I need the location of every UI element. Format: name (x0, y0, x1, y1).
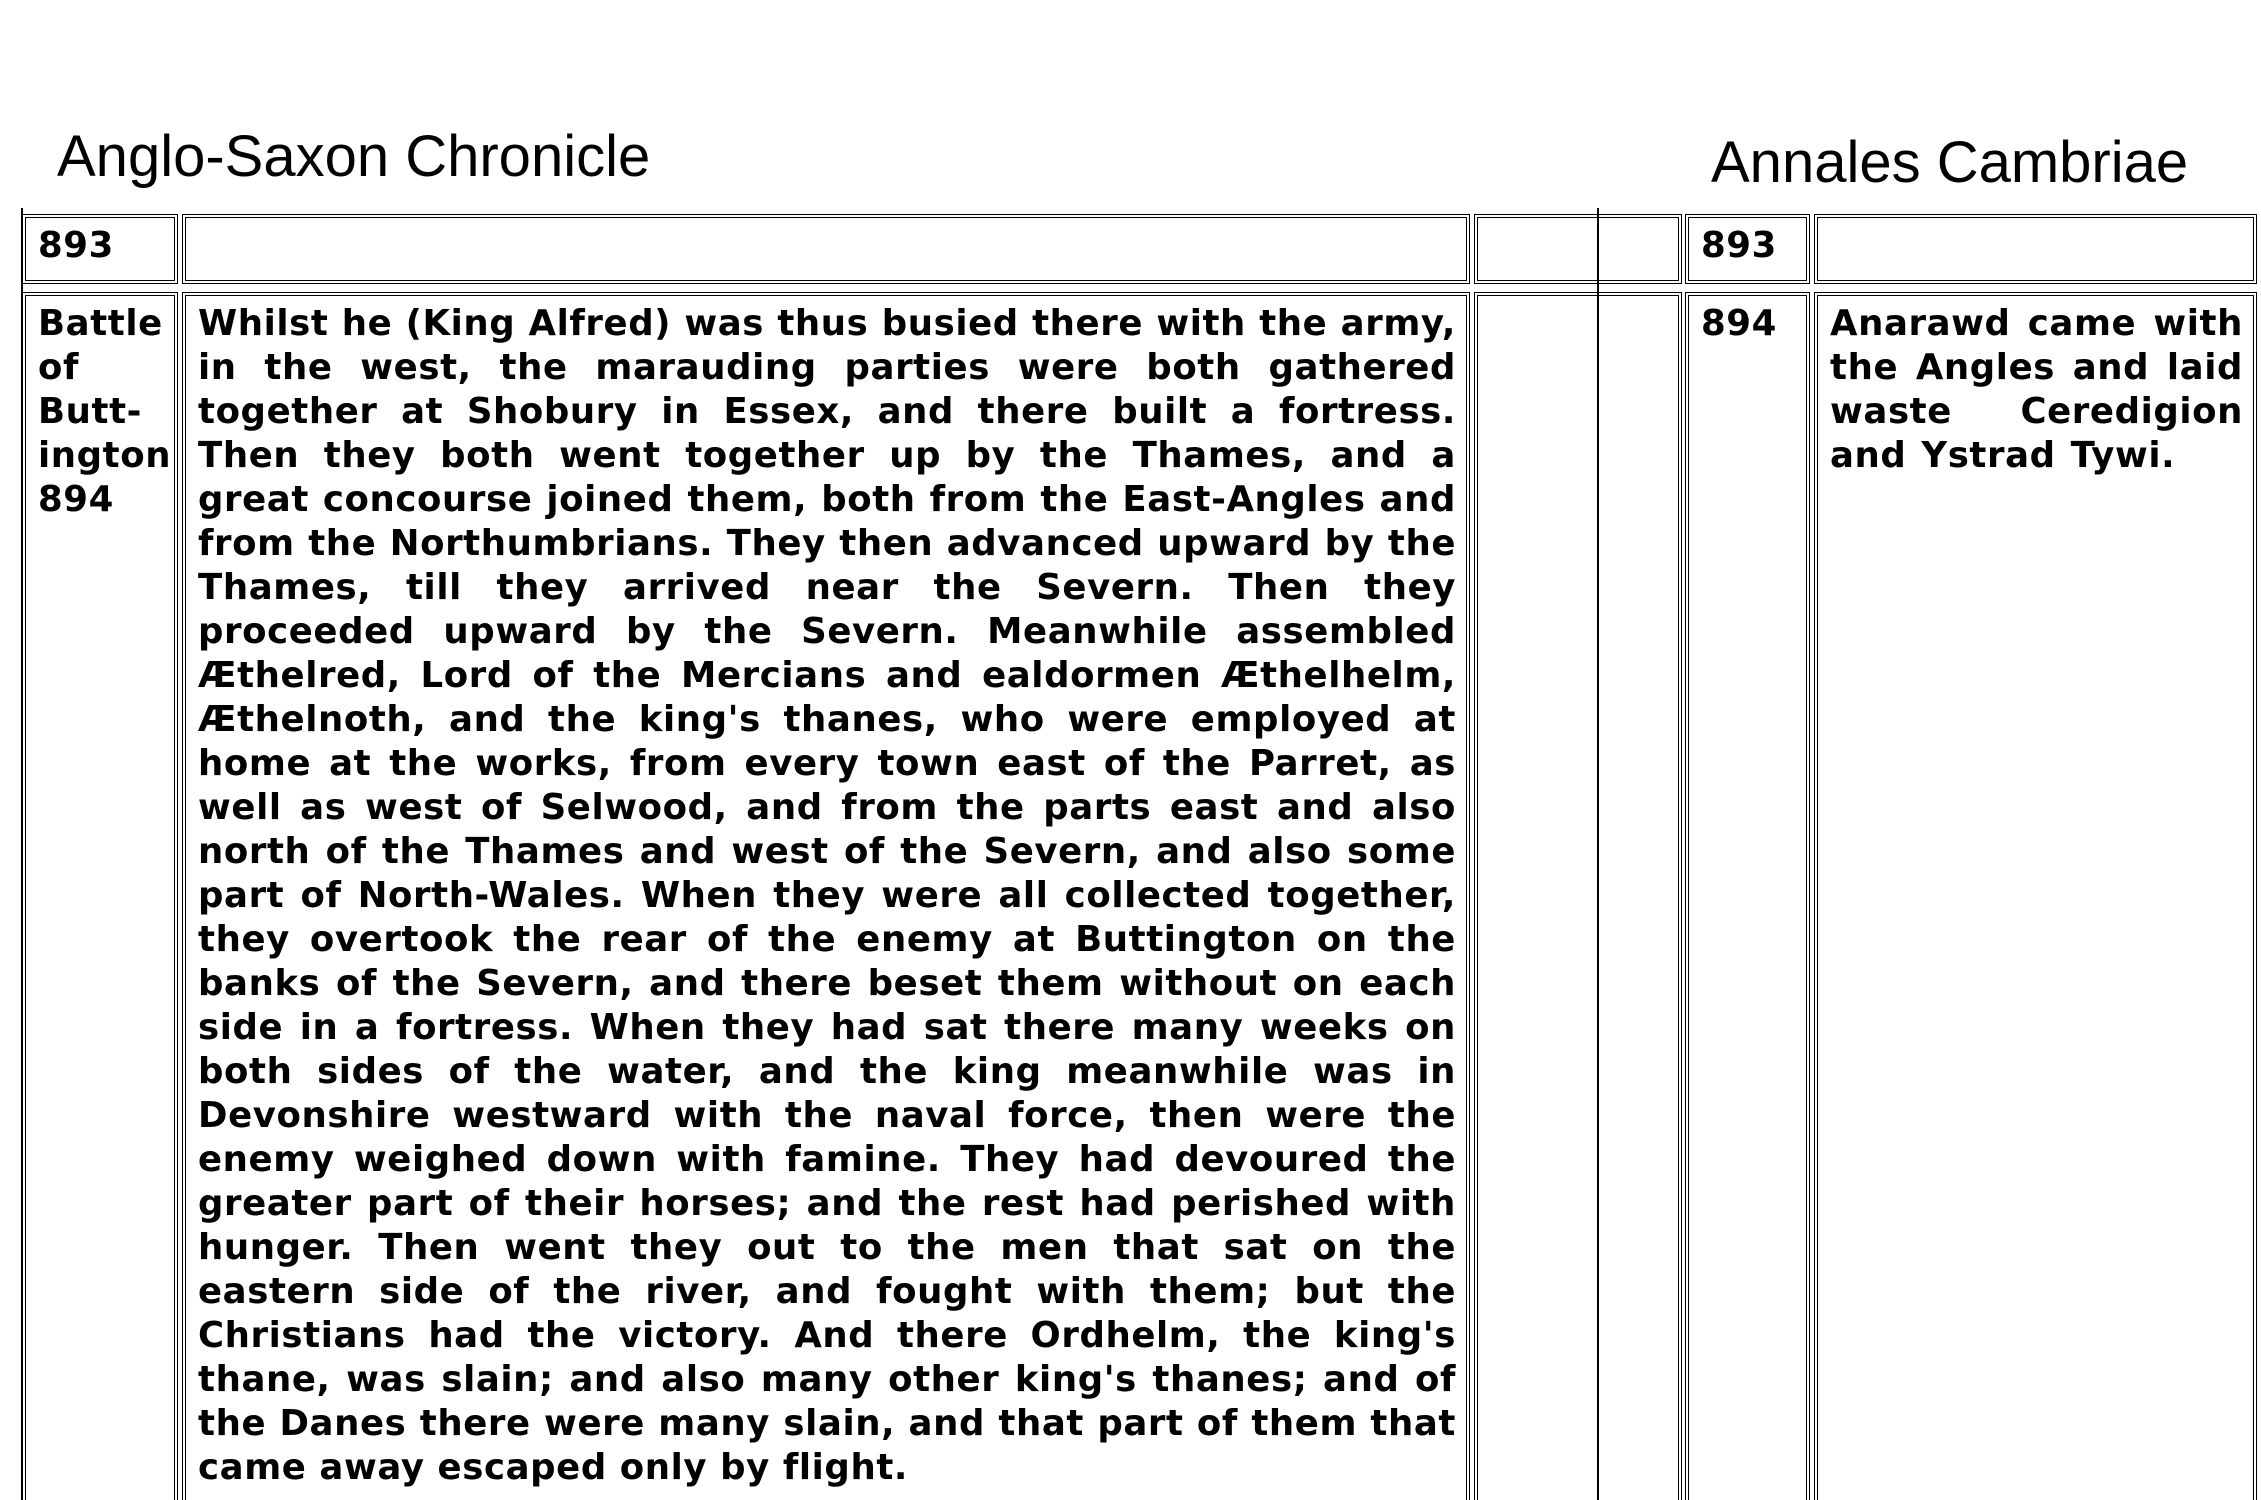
chronicle-entry-text: Whilst he (King Alfred) was thus busied there with the army, in the west, the marauding parties were both gathered together at Shobury in Essex, and there built a fortress. Then they both went together up by the Thames, and a great concourse joined them, both from the East-Angles and from the Northumbrians. They then advanced upward by the Thames, till they arrived near the Severn. Then they proceeded upward by the Severn. Meanwhile assembled Æthelred, Lord of the Mercians and ealdormen Æthelhelm, Æthelnoth, and the king's thanes, who were employed at home at the works, from every town east of the Parret, as well as west of Selwood, and from the parts east and also north of the Thames and west of the Severn, and also some part of North-Wales. When they were all collected together, they overtook the rear of the enemy at Buttington on the banks of the Severn, and there beset them without on each side in a fortress. When they had sat there many weeks on both sides of the water, and the king meanwhile was in Devonshire westward with the naval force, then were the enemy weighed down with famine. They had devoured the greater part of their horses; and the rest had perished with hunger. Then went they out to the men that sat on the eastern side of the river, and fought with them; but the Christians had the victory. And there Ordhelm, the king's thane, was slain; and also many other king's thanes; and of the Danes there were many slain, and that part of them that came away escaped only by flight. (198, 303, 1456, 1488)
chronicle-entry-cell (182, 292, 1470, 1500)
page-title-anglo-saxon-chronicle: Anglo-Saxon Chronicle (57, 124, 651, 189)
annales-entry-cell (1814, 292, 2257, 1500)
year-cell-left-893 (22, 214, 178, 284)
text-cell-left-893 (182, 214, 1470, 284)
page-title-annales-cambriae: Annales Cambriae (1711, 130, 2189, 195)
entry-label: Battle of Butt-ington 894 (38, 303, 172, 520)
year-label: 894 (1701, 303, 1777, 344)
year-label: 893 (1701, 225, 1777, 266)
text-cell-right-893 (1814, 214, 2257, 284)
entry-label-cell (22, 292, 178, 1500)
empty-cell (1474, 214, 1682, 284)
year-cell-right-894 (1685, 292, 1810, 1500)
empty-cell (1474, 292, 1682, 1500)
year-cell-right-893 (1685, 214, 1810, 284)
year-label: 893 (38, 225, 114, 266)
annales-entry-text: Anarawd came with the Angles and laid waste Ceredigion and Ystrad Tywi. (1830, 303, 2243, 476)
